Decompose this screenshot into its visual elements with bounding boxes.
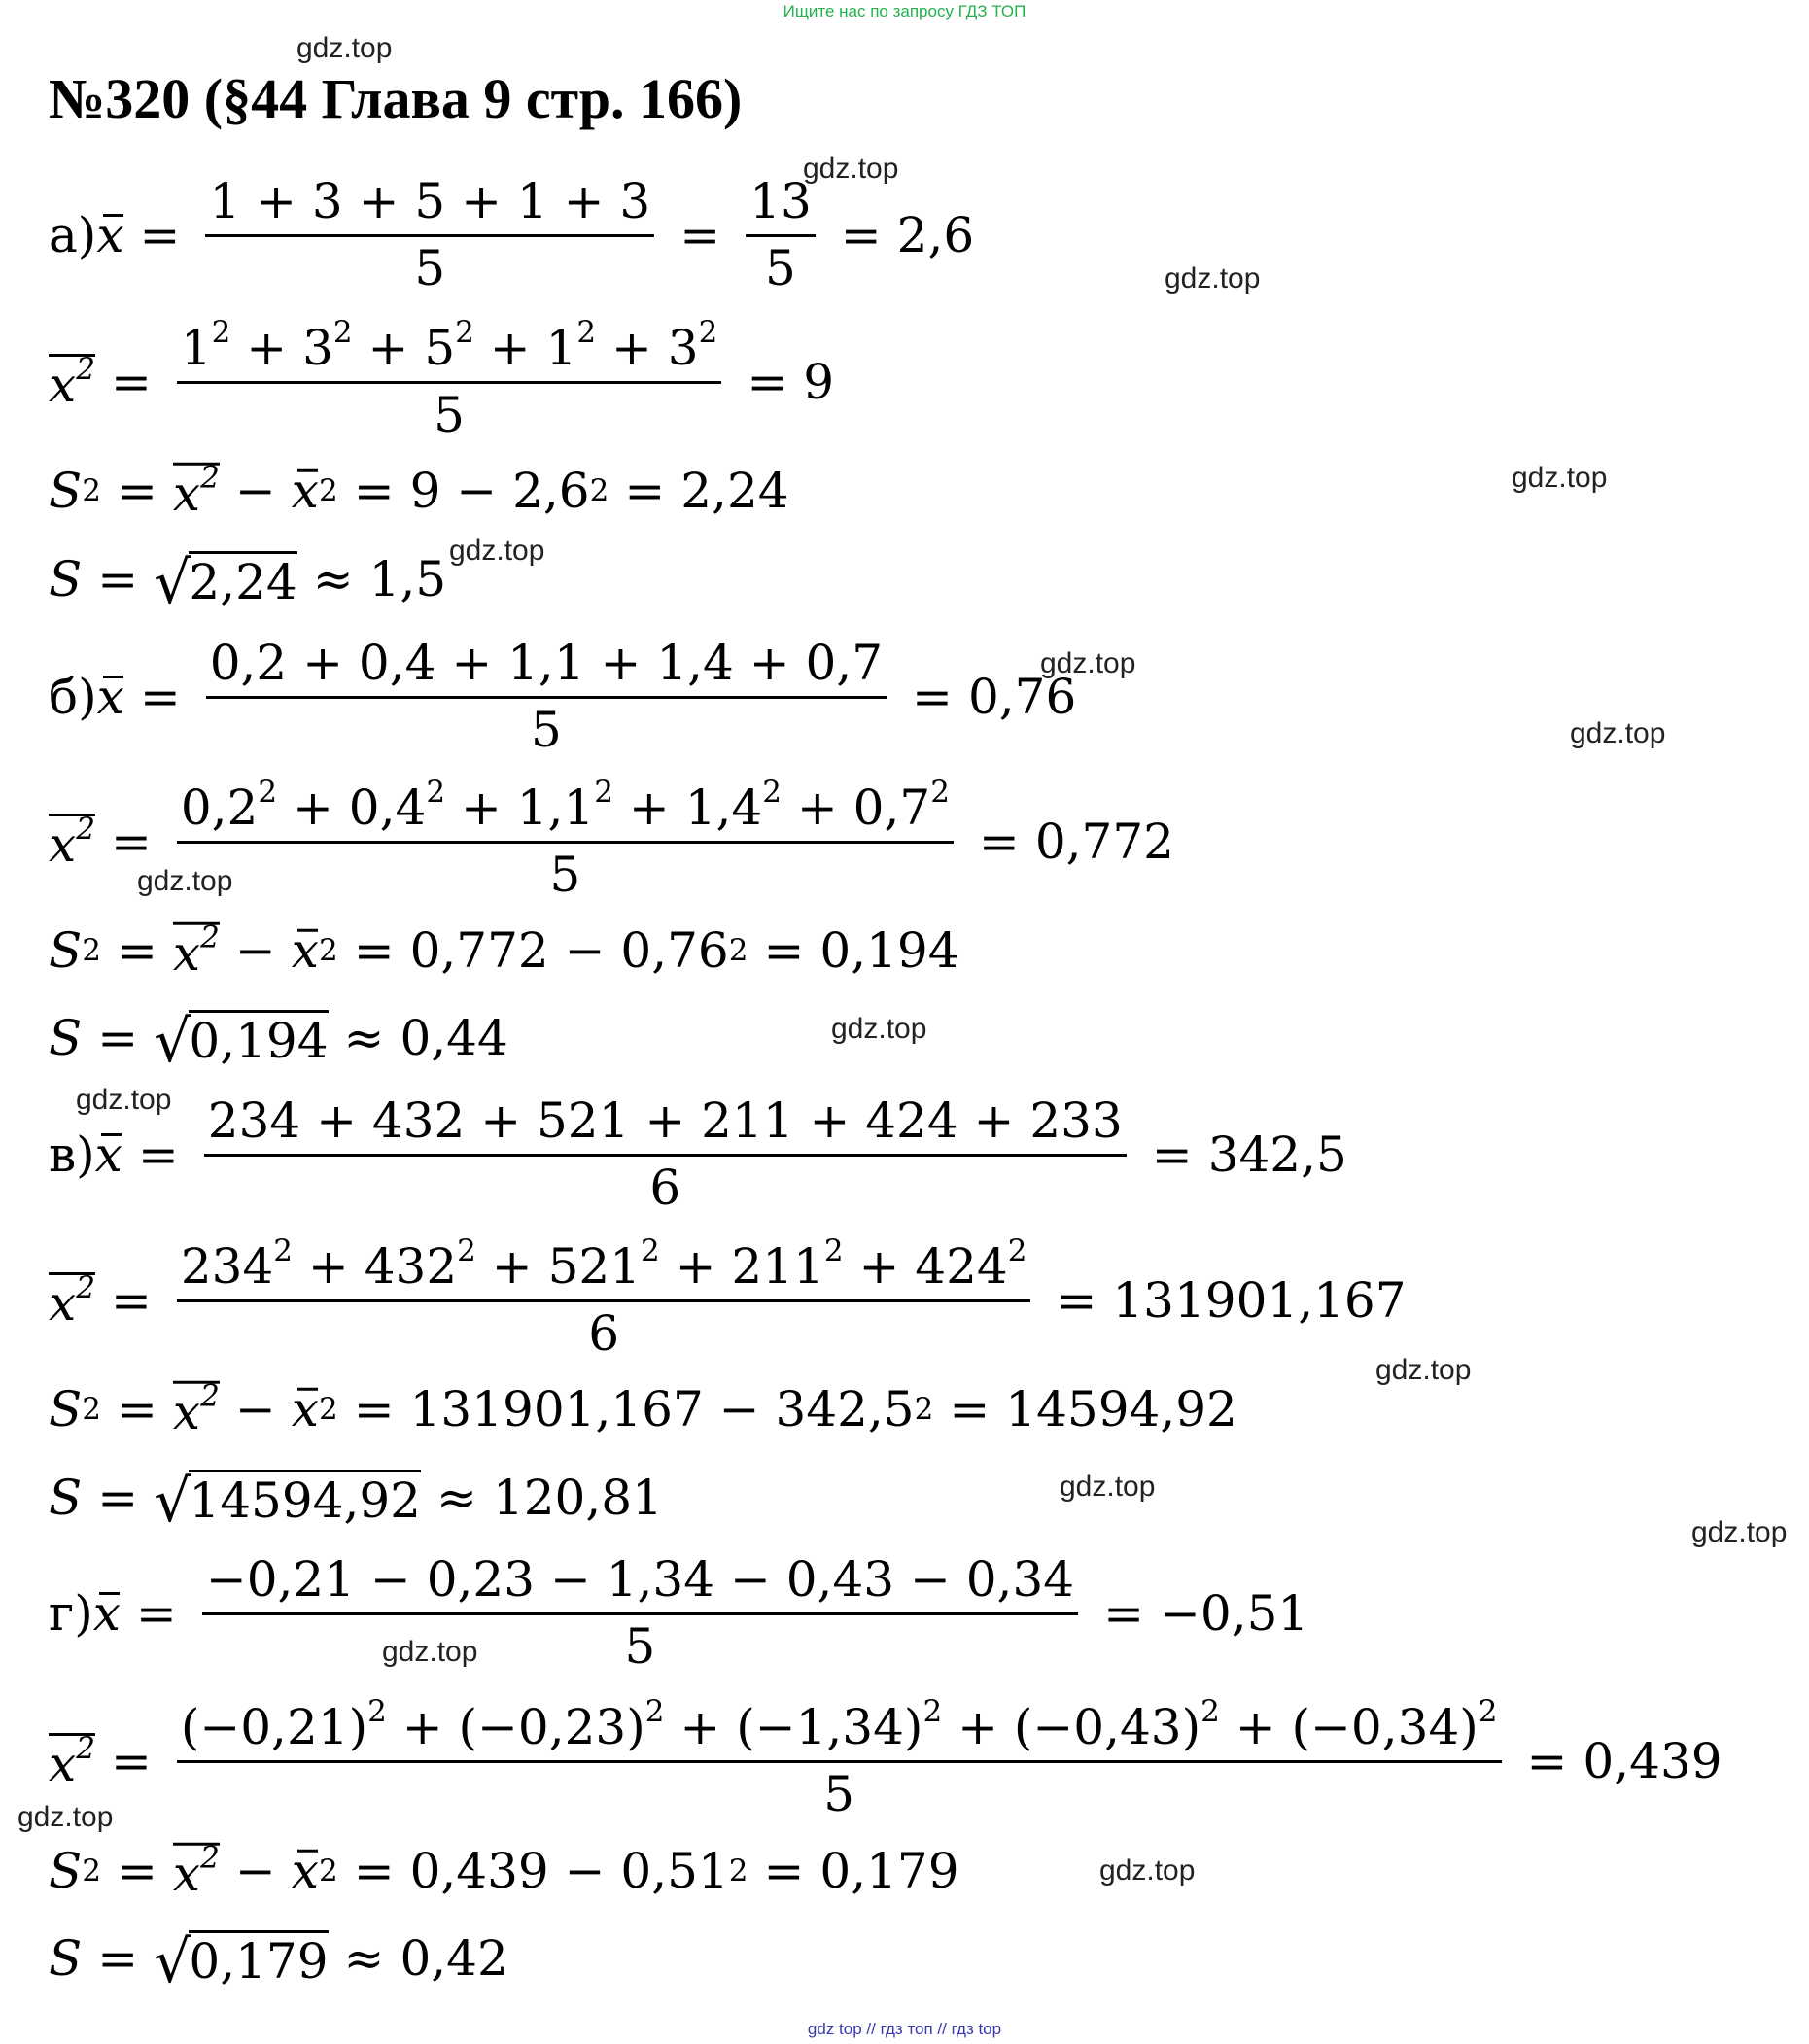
watermark: gdz.top: [137, 865, 233, 897]
result: 2,6: [896, 207, 975, 263]
fraction: $\frac{(-0,21)^2 + (-0,23)^2 + (-1,34)^2 + (-0,43)^2 + (-0,34)^2}{5}$: [177, 1700, 1502, 1822]
top-banner[interactable]: Ищите нас по запросу ГДЗ ТОП: [783, 2, 1026, 20]
part-label: б): [49, 669, 97, 725]
radical-icon: √: [154, 549, 191, 617]
result: 0,194: [819, 922, 959, 979]
fraction: $\frac{234^2 + 432^2 + 521^2 + 211^2 + 424^2}{6}$: [177, 1239, 1031, 1362]
d-mean-line: г) x = $\frac{-0,21 - 0,23 - 1,34 - 0,43 - 0,34}{5}$ = −0,51: [49, 1551, 1309, 1675]
result: 9: [803, 354, 835, 410]
a-variance-line: S 2 = $x^2$ − x 2 = 9 − 2,6 2 = 2,24: [49, 460, 789, 522]
x-squared-bar-symbol: $x^2$: [49, 351, 95, 413]
watermark: gdz.top: [1691, 1516, 1788, 1548]
result: 0,179: [819, 1843, 959, 1899]
fraction: $\frac{13}{5}$: [746, 174, 816, 296]
a-mean-square-line: $x^2$ = $\frac{1^2 + 3^2 + 5^2 + 1^2 + 3^2}{5}$ = 9: [49, 314, 835, 443]
result: 14594,92: [1005, 1381, 1237, 1438]
radical-icon: √: [154, 1928, 191, 1996]
watermark: gdz.top: [1375, 1354, 1472, 1386]
a-mean-line: а) x = $\frac{1 + 3 + 5 + 1 + 3}{5}$ = $\frac{13}{5}$ = 2,6: [49, 173, 975, 296]
c-mean-square-line: $x^2$ = $\frac{234^2 + 432^2 + 521^2 + 211^2 + 424^2}{6}$ = 131901,167: [49, 1232, 1407, 1362]
result: 0,439: [1583, 1733, 1722, 1789]
fraction: $\frac{0,2 + 0,4 + 1,1 + 1,4 + 0,7}{5}$: [206, 636, 887, 758]
fraction: $\frac{-0,21 - 0,23 - 1,34 - 0,43 - 0,34}{5}$: [202, 1552, 1078, 1675]
radical-icon: √: [154, 1468, 191, 1536]
d-mean-square-line: $x^2$ = $\frac{(-0,21)^2 + (-0,23)^2 + (-1,34)^2 + (-0,43)^2 + (-0,34)^2}{5}$ = 0,439: [49, 1693, 1722, 1822]
b-mean-square-line: $x^2$ = $\frac{0,2^2 + 0,4^2 + 1,1^2 + 1,4^2 + 0,7^2}{5}$ = 0,772: [49, 774, 1174, 903]
watermark: gdz.top: [17, 1801, 114, 1833]
b-mean-line: б) x = $\frac{0,2 + 0,4 + 1,1 + 1,4 + 0,7}{5}$ = 0,76: [49, 635, 1077, 758]
watermark: gdz.top: [449, 535, 545, 567]
c-variance-line: S 2 = $x^2$ − x 2 = 131901,167 − 342,5 2 = 14594,92: [49, 1378, 1237, 1440]
result: 0,42: [400, 1930, 508, 1987]
d-variance-line: S 2 = $x^2$ − x 2 = 0,439 − 0,51 2 = 0,179: [49, 1840, 959, 1902]
bottom-banner[interactable]: gdz top // гдз топ // гдз top: [807, 2020, 1002, 2038]
watermark: gdz.top: [1570, 717, 1666, 749]
watermark: gdz.top: [382, 1636, 478, 1668]
fraction: $\frac{234 + 432 + 521 + 211 + 424 + 233}{6}$: [204, 1093, 1127, 1216]
watermark: gdz.top: [1099, 1854, 1196, 1887]
radical-icon: √: [154, 1008, 191, 1076]
part-label: а): [49, 207, 97, 263]
c-std-line: S = √ 14594,92 ≈ 120,81: [49, 1468, 663, 1536]
fraction: $\frac{0,2^2 + 0,4^2 + 1,1^2 + 1,4^2 + 0,7^2}{5}$: [177, 780, 954, 903]
d-std-line: S = √ 0,179 ≈ 0,42: [49, 1928, 508, 1996]
watermark: gdz.top: [1060, 1471, 1156, 1503]
x-bar-symbol: x: [96, 207, 124, 263]
result: 131901,167: [1112, 1272, 1407, 1329]
c-mean-line: в) x = $\frac{234 + 432 + 521 + 211 + 424 + 233}{6}$ = 342,5: [49, 1092, 1347, 1216]
result: 1,5: [368, 551, 447, 607]
b-variance-line: S 2 = $x^2$ − x 2 = 0,772 − 0,76 2 = 0,194: [49, 919, 959, 982]
watermark: gdz.top: [831, 1013, 927, 1045]
fraction: $\frac{1 + 3 + 5 + 1 + 3}{5}$: [205, 174, 654, 296]
watermark: gdz.top: [296, 32, 393, 64]
result: 0,44: [400, 1010, 508, 1066]
b-std-line: S = √ 0,194 ≈ 0,44: [49, 1008, 508, 1076]
watermark: gdz.top: [76, 1084, 172, 1116]
result: 0,772: [1034, 814, 1174, 870]
a-std-line: S = √ 2,24 ≈ 1,5: [49, 549, 447, 617]
fraction: $\frac{1^2 + 3^2 + 5^2 + 1^2 + 3^2}{5}$: [177, 321, 721, 443]
watermark: gdz.top: [1165, 262, 1261, 294]
result: 120,81: [492, 1470, 663, 1526]
result: 342,5: [1207, 1126, 1347, 1183]
result: 0,76: [967, 669, 1077, 725]
part-label: в): [49, 1126, 95, 1183]
watermark: gdz.top: [1512, 462, 1608, 494]
watermark: gdz.top: [1040, 647, 1136, 679]
part-label: г): [49, 1585, 93, 1642]
page-title: №320 (§44 Глава 9 стр. 166): [49, 67, 743, 130]
result: −0,51: [1159, 1585, 1309, 1642]
watermark: gdz.top: [803, 153, 899, 185]
result: 2,24: [680, 463, 789, 519]
